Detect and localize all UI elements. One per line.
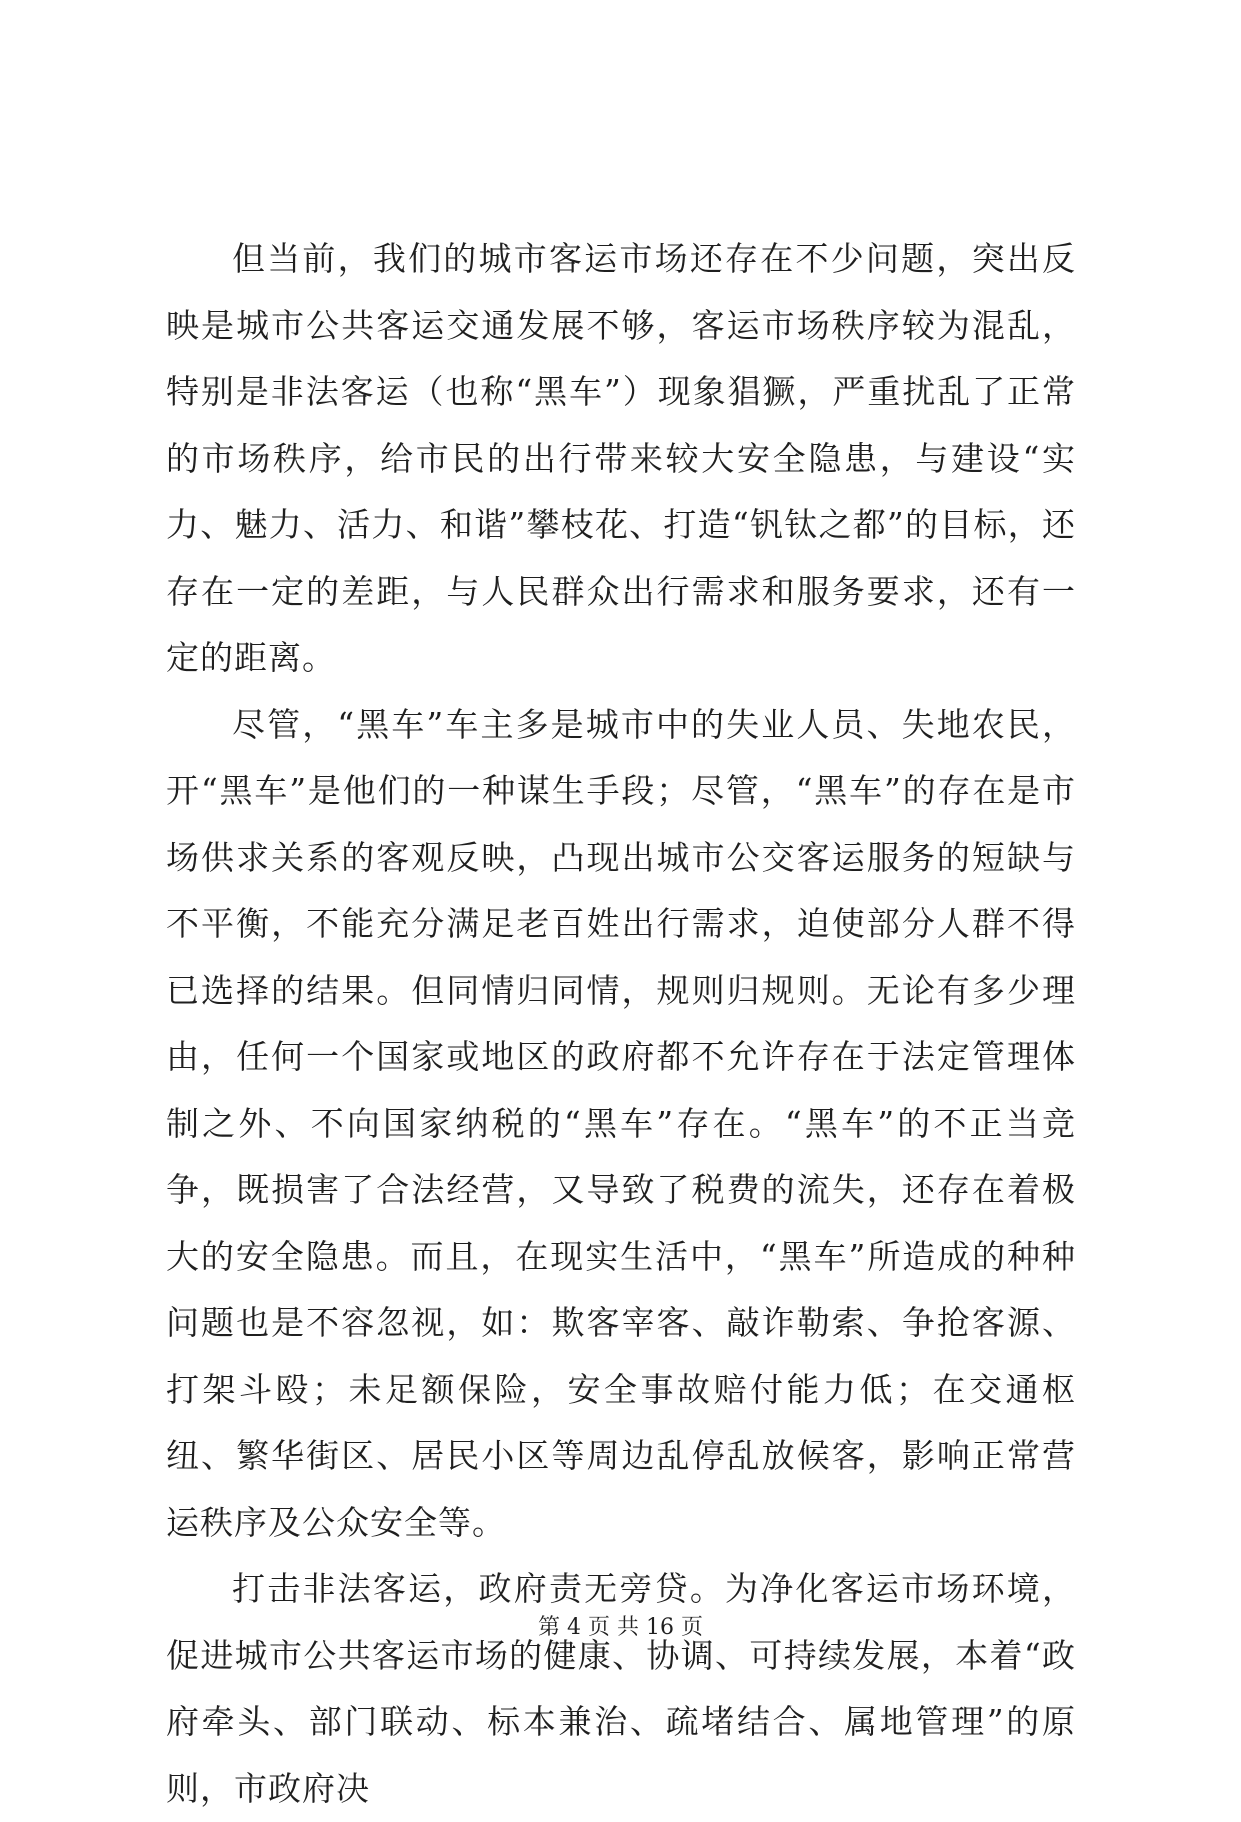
paragraph-2: 尽管，“黑车”车主多是城市中的失业人员、失地农民，开“黑车”是他们的一种谋生手段；尽管，“黑车”的存在是市场供求关系的客观反映，凸现出城市公交客运服务的短缺与不平衡，不能充分满足老百姓出行需求，迫使部分人群不得已选择的结果。但同情归同情，规则归规则。无论有多少理由，任何一个国家或地区的政府都不允许存在于法定管理体制之外、不向国家纳税的“黑车”存在。“黑车”的不正当竞争，既损害了合法经营，又导致了税费的流失，还存在着极大的安全隐患。而且，在现实生活中，“黑车”所造成的种种问题也是不容忽视，如：欺客宰客、敲诈勒索、争抢客源、打架斗殴；未足额保险，安全事故赔付能力低；在交通枢纽、繁华街区、居民小区等周边乱停乱放候客，影响正常营运秩序及公众安全等。 [166, 704, 1076, 1542]
page-footer: 第 4 页 共 16 页 [538, 1615, 703, 1640]
paragraph-1: 但当前，我们的城市客运市场还存在不少问题，突出反映是城市公共客运交通发展不够，客运市场秩序较为混乱，特别是非法客运（也称“黑车”）现象猖獗，严重扰乱了正常的市场秩序，给市民的出行带来较大安全隐患，与建设“实力、魅力、活力、和谐”攀枝花、打造“钒钛之都”的目标，还存在一定的差距，与人民群众出行需求和服务要求，还有一定的距离。 [166, 239, 1076, 677]
paragraph-3: 打击非法客运，政府责无旁贷。为净化客运市场环境，促进城市公共客运市场的健康、协调、可持续发展，本着“政府牵头、部门联动、标本兼治、疏堵结合、属地管理”的原则，市政府决 [166, 1569, 1076, 1808]
document-body [166, 226, 1076, 1822]
